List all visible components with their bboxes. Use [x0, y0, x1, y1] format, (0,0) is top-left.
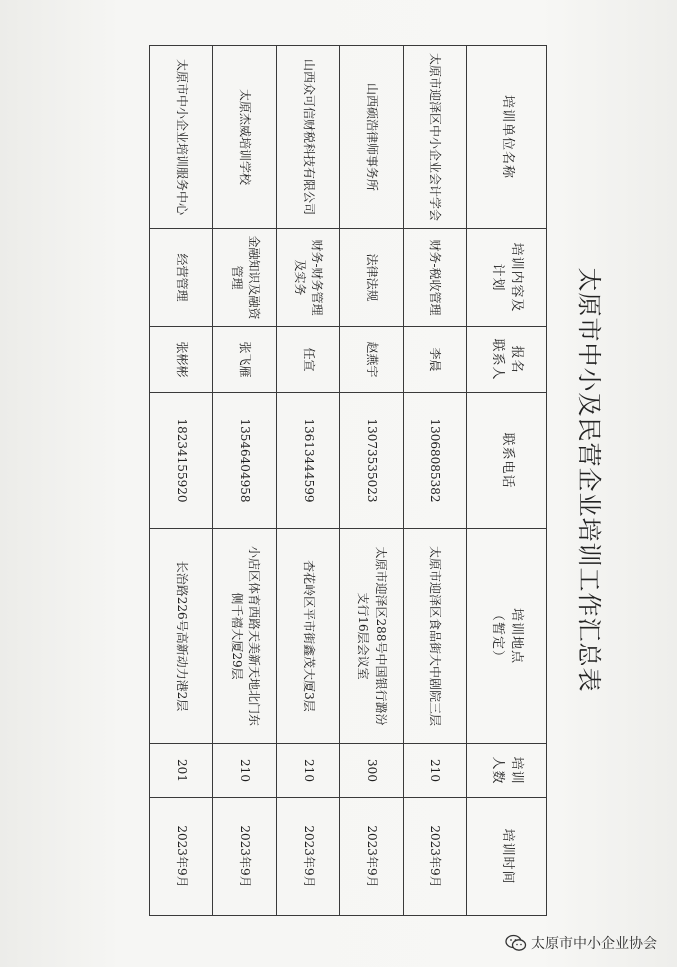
cell-content: 财务-财务管理 及实务 [276, 229, 339, 327]
header-count [466, 744, 546, 798]
header-count-line2: 人数 [490, 756, 505, 785]
cell-count: 210 [276, 744, 339, 798]
cell-time: 2023年9月 [339, 798, 402, 916]
header-unit: 培训单位名称 [466, 46, 546, 229]
cell-phone: 13068085382 [403, 393, 466, 529]
source-watermark [505, 933, 657, 953]
cell-location: 太原市迎泽区288号中国银行潞汾 支行16层会议室 [339, 529, 402, 744]
cell-count: 210 [212, 744, 275, 798]
training-summary-table [149, 45, 547, 916]
cell-unit: 太原市迎泽区中小企业会计学会 [403, 46, 466, 229]
header-time: 培训时间 [466, 798, 546, 916]
header-content-line2: 计划 [490, 263, 505, 292]
table-row [276, 46, 339, 916]
cell-location: 太原市迎泽区食品街大中剧院三层 [403, 529, 466, 744]
cell-contact: 张彬彬 [149, 327, 212, 393]
header-location-line2: （暂定） [490, 607, 505, 664]
cell-contact: 张飞雁 [212, 327, 275, 393]
wechat-icon [505, 934, 527, 952]
rotated-document [69, 45, 609, 915]
cell-unit: 太原市中小企业培训服务中心 [149, 46, 212, 229]
cell-time: 2023年9月 [212, 798, 275, 916]
cell-unit: 太原杰威培训学校 [212, 46, 275, 229]
watermark-text: 太原市中小企业协会 [531, 936, 657, 952]
table-row [212, 46, 275, 916]
table-row [339, 46, 402, 916]
header-location-line1: 培训地点 [508, 607, 524, 664]
cell-count: 210 [403, 744, 466, 798]
cell-phone: 13613444599 [276, 393, 339, 529]
cell-unit: 山西硕浩律师事务所 [339, 46, 402, 229]
table-row [149, 46, 212, 916]
header-content [466, 229, 546, 327]
cell-unit: 山西众可信财税科技有限公司 [276, 46, 339, 229]
cell-phone: 13073535023 [339, 393, 402, 529]
cell-time: 2023年9月 [149, 798, 212, 916]
header-content-line1: 培训内容及 [508, 242, 524, 313]
cell-count: 201 [149, 744, 212, 798]
table-row [403, 46, 466, 916]
cell-content: 经营管理 [149, 229, 212, 327]
header-contact-line2: 联系人 [490, 338, 505, 381]
table-header-row [466, 46, 546, 916]
cell-contact: 赵燕宇 [339, 327, 402, 393]
header-count-line1: 培训 [508, 756, 524, 785]
cell-contact: 任宣 [276, 327, 339, 393]
cell-phone: 13546404958 [212, 393, 275, 529]
header-location [466, 529, 546, 744]
cell-content: 法律法规 [339, 229, 402, 327]
cell-phone: 18234155920 [149, 393, 212, 529]
cell-contact: 李晨 [403, 327, 466, 393]
cell-location: 小店区体育西路天美新天地北门东 侧千禧大厦29层 [212, 529, 275, 744]
document-title: 太原市中小及民营企业培训工作汇总表 [574, 267, 603, 693]
header-contact-line1: 报名 [508, 345, 524, 374]
header-contact [466, 327, 546, 393]
cell-location: 杏花岭区平市街鑫茂大厦3层 [276, 529, 339, 744]
cell-count: 300 [339, 744, 402, 798]
cell-time: 2023年9月 [276, 798, 339, 916]
cell-location: 长治路226号高新动力港2层 [149, 529, 212, 744]
cell-content: 财务-税收管理 [403, 229, 466, 327]
cell-time: 2023年9月 [403, 798, 466, 916]
cell-content: 金融知识及融资 管理 [212, 229, 275, 327]
header-phone: 联系电话 [466, 393, 546, 529]
